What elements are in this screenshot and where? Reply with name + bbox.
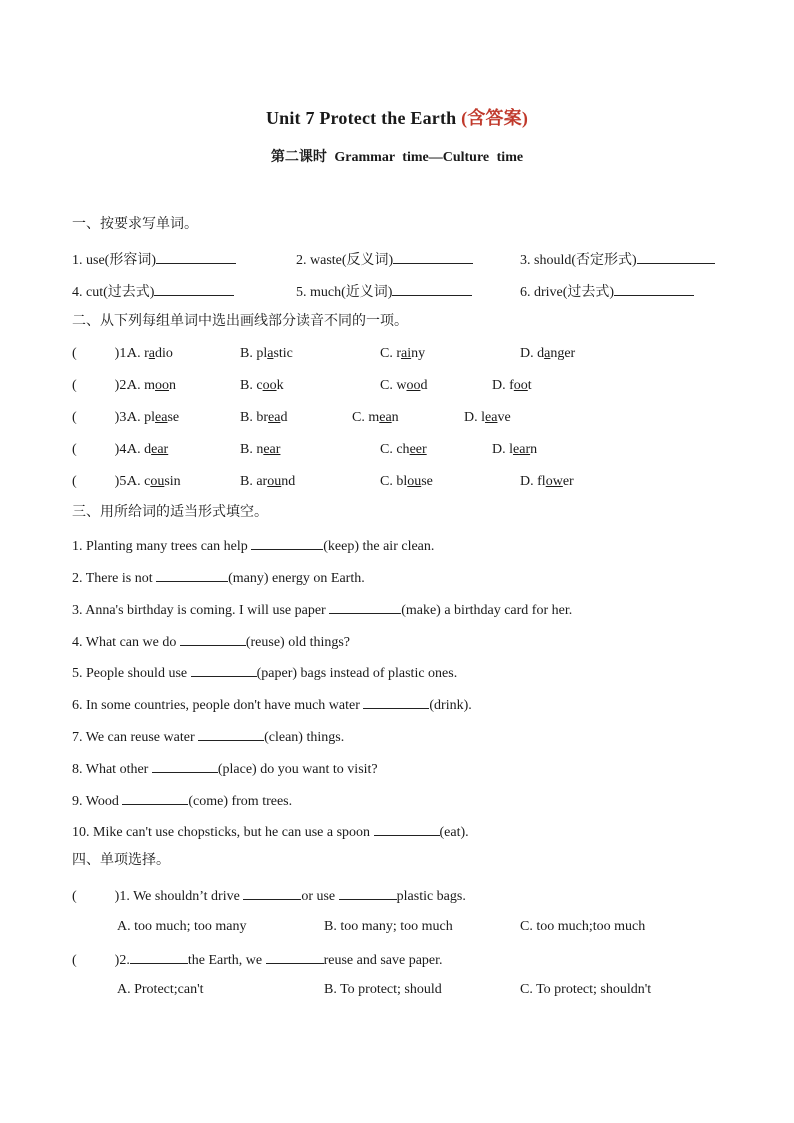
s2-r5-option-c: C. blouse [380, 474, 433, 489]
answer-blank[interactable] [251, 536, 323, 550]
s1-item-5: 5. much(近义词) [296, 282, 472, 302]
title-main: Unit 7 Protect the Earth [265, 108, 462, 128]
section1-heading: 一、按要求写单词。 [72, 216, 198, 232]
s2-r1-option-b: B. plastic [240, 346, 293, 361]
s3-item-2: 2. There is not (many) energy on Earth. [72, 568, 365, 588]
answer-blank[interactable] [180, 632, 246, 646]
answer-blank[interactable] [329, 600, 401, 614]
s2-r5-option-a: A. cousin [127, 474, 181, 489]
s2-row-1-number: ( )1. [72, 346, 130, 361]
s2-r3-option-a: A. please [127, 410, 180, 425]
answer-blank[interactable] [130, 950, 188, 964]
s4-question-1: ( )1. We shouldn’t drive or use plastic bags. [72, 886, 466, 906]
document-title [0, 104, 794, 130]
s2-r2-option-b: B. cook [240, 378, 284, 393]
s1-item-2: 2. waste(反义词) [296, 250, 473, 270]
lesson-subtitle: 第二课时 Grammar time—Culture time [270, 150, 524, 165]
s4-q2-option-b[interactable]: B. To protect; should [324, 982, 442, 997]
section2-heading: 二、从下列每组单词中选出画线部分读音不同的一项。 [72, 313, 408, 329]
answer-blank[interactable] [363, 695, 429, 709]
s3-item-10: 10. Mike can't use chopsticks, but he can use a spoon (eat). [72, 822, 469, 842]
s2-r4-option-a: A. dear [127, 442, 169, 457]
answer-blank[interactable] [393, 250, 473, 264]
s1-item-3: 3. should(否定形式) [520, 250, 715, 270]
answer-blank[interactable] [152, 759, 218, 773]
s2-r5-option-b: B. around [240, 474, 296, 489]
s3-item-7: 7. We can reuse water (clean) things. [72, 727, 344, 747]
s4-q1-option-b[interactable]: B. too many; too much [324, 919, 453, 934]
answer-blank[interactable] [156, 250, 236, 264]
s2-r1-option-d: D. danger [520, 346, 576, 361]
s2-r4-option-d: D. learn [492, 442, 538, 457]
answer-tag: (含答案) [461, 108, 529, 128]
s3-item-6: 6. In some countries, people don't have much water (drink). [72, 695, 472, 715]
answer-blank[interactable] [614, 282, 694, 296]
s1-item-4: 4. cut(过去式) [72, 282, 234, 302]
s2-r2-option-c: C. wood [380, 378, 428, 393]
s3-item-9: 9. Wood (come) from trees. [72, 791, 292, 811]
answer-blank[interactable] [339, 886, 397, 900]
answer-blank[interactable] [266, 950, 324, 964]
section3-heading: 三、用所给词的适当形式填空。 [72, 504, 268, 520]
s2-r1-option-c: C. rainy [380, 346, 426, 361]
answer-blank[interactable] [198, 727, 264, 741]
s3-item-3: 3. Anna's birthday is coming. I will use paper (make) a birthday card for her. [72, 600, 572, 620]
s2-r2-option-a: A. moon [127, 378, 177, 393]
answer-blank[interactable] [191, 663, 257, 677]
answer-blank[interactable] [374, 822, 440, 836]
answer-blank[interactable] [637, 250, 715, 264]
s4-question-2: ( )2. the Earth, we reuse and save paper. [72, 950, 443, 970]
s2-r1-option-a: A. radio [127, 346, 173, 361]
s2-r4-option-b: B. near [240, 442, 281, 457]
answer-blank[interactable] [154, 282, 234, 296]
section4-heading: 四、单项选择。 [72, 852, 170, 868]
s2-r2-option-d: D. foot [492, 378, 532, 393]
answer-blank[interactable] [122, 791, 188, 805]
s3-item-8: 8. What other (place) do you want to visit? [72, 759, 378, 779]
answer-blank[interactable] [156, 568, 228, 582]
s4-q2-option-c[interactable]: C. To protect; shouldn't [520, 982, 652, 997]
s3-item-5: 5. People should use (paper) bags instead of plastic ones. [72, 663, 457, 683]
answer-blank[interactable] [392, 282, 472, 296]
s2-row-2-number: ( )2. [72, 378, 130, 393]
s3-item-1: 1. Planting many trees can help (keep) the air clean. [72, 536, 434, 556]
s2-row-3-number: ( )3. [72, 410, 130, 425]
s4-q1-option-a[interactable]: A. too much; too many [117, 919, 247, 934]
s4-q2-option-a[interactable]: A. Protect;can't [117, 982, 204, 997]
s4-q1-option-c[interactable]: C. too much;too much [520, 919, 646, 934]
s2-row-5-number: ( )5. [72, 474, 130, 489]
s2-r5-option-d: D. flower [520, 474, 574, 489]
s2-r4-option-c: C. cheer [380, 442, 427, 457]
s2-row-4-number: ( )4. [72, 442, 130, 457]
s2-r3-option-b: B. bread [240, 410, 288, 425]
s1-item-1: 1. use(形容词) [72, 250, 236, 270]
s2-r3-option-c: C. mean [352, 410, 399, 425]
s2-r3-option-d: D. leave [464, 410, 511, 425]
s1-item-6: 6. drive(过去式) [520, 282, 694, 302]
s3-item-4: 4. What can we do (reuse) old things? [72, 632, 350, 652]
answer-blank[interactable] [243, 886, 301, 900]
